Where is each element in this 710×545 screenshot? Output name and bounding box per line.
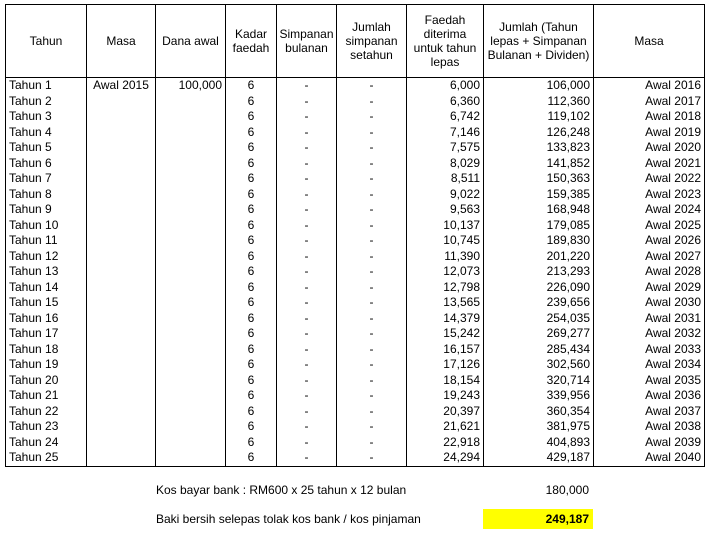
cell-masa [87,419,156,435]
cell-faedah-diterima: 12,798 [407,280,484,296]
cell-simpanan-bulanan: - [277,156,337,172]
cell-masa-akhir: Awal 2018 [594,109,705,125]
cell-faedah-diterima: 17,126 [407,357,484,373]
cell-jumlah-total: 150,363 [484,171,594,187]
cell-masa-akhir: Awal 2027 [594,249,705,265]
cell-kadar-faedah: 6 [226,94,277,110]
cell-faedah-diterima: 7,575 [407,140,484,156]
cell-jumlah-total: 159,385 [484,187,594,203]
cell-jumlah-total: 106,000 [484,78,594,94]
cell-jumlah-total: 269,277 [484,326,594,342]
cell-masa [87,264,156,280]
cell-masa: Awal 2015 [87,78,156,94]
cell-dana-awal [156,342,226,358]
cell-kadar-faedah: 6 [226,109,277,125]
cell-faedah-diterima: 15,242 [407,326,484,342]
cell-simpanan-bulanan: - [277,435,337,451]
cell-faedah-diterima: 6,742 [407,109,484,125]
cell-simpanan-bulanan: - [277,342,337,358]
cell-kadar-faedah: 6 [226,280,277,296]
cell-simpanan-bulanan: - [277,125,337,141]
cell-dana-awal [156,404,226,420]
cell-dana-awal [156,140,226,156]
cell-jumlah-simpanan: - [337,218,407,234]
cell-simpanan-bulanan: - [277,404,337,420]
cell-masa-akhir: Awal 2021 [594,156,705,172]
cell-dana-awal [156,326,226,342]
table-row [6,342,705,358]
cell-masa-akhir: Awal 2022 [594,171,705,187]
table-row [6,187,705,203]
cell-masa [87,218,156,234]
cell-tahun: Tahun 7 [6,171,87,187]
cell-jumlah-total: 226,090 [484,280,594,296]
cell-simpanan-bulanan: - [277,326,337,342]
cell-kadar-faedah: 6 [226,342,277,358]
table-row [6,249,705,265]
cell-jumlah-simpanan: - [337,94,407,110]
cell-tahun: Tahun 18 [6,342,87,358]
cell-masa-akhir: Awal 2036 [594,388,705,404]
cell-faedah-diterima: 8,029 [407,156,484,172]
cell-dana-awal [156,295,226,311]
cell-masa-akhir: Awal 2035 [594,373,705,389]
cell-jumlah-simpanan: - [337,326,407,342]
cell-jumlah-simpanan: - [337,404,407,420]
net-balance-label: Baki bersih selepas tolak kos bank / kos pinjaman [156,512,421,526]
cell-dana-awal [156,388,226,404]
cell-kadar-faedah: 6 [226,419,277,435]
cell-dana-awal [156,450,226,466]
cell-masa-akhir: Awal 2016 [594,78,705,94]
cell-tahun: Tahun 24 [6,435,87,451]
cell-dana-awal [156,311,226,327]
table-row [6,78,705,94]
cell-simpanan-bulanan: - [277,109,337,125]
cell-jumlah-simpanan: - [337,202,407,218]
cell-kadar-faedah: 6 [226,140,277,156]
cell-masa [87,249,156,265]
cell-faedah-diterima: 9,022 [407,187,484,203]
table-row [6,156,705,172]
cell-jumlah-simpanan: - [337,171,407,187]
cell-faedah-diterima: 6,000 [407,78,484,94]
table-row [6,125,705,141]
cell-masa-akhir: Awal 2024 [594,202,705,218]
cell-simpanan-bulanan: - [277,218,337,234]
cell-tahun: Tahun 16 [6,311,87,327]
cell-jumlah-total: 339,956 [484,388,594,404]
cell-faedah-diterima: 21,621 [407,419,484,435]
cell-jumlah-total: 168,948 [484,202,594,218]
cell-jumlah-total: 285,434 [484,342,594,358]
cell-jumlah-total: 201,220 [484,249,594,265]
cell-faedah-diterima: 12,073 [407,264,484,280]
bank-cost-value: 180,000 [545,483,589,497]
table-row [6,450,705,466]
cell-jumlah-total: 119,102 [484,109,594,125]
cell-simpanan-bulanan: - [277,419,337,435]
cell-masa [87,388,156,404]
cell-tahun: Tahun 15 [6,295,87,311]
table-row [6,218,705,234]
cell-kadar-faedah: 6 [226,78,277,94]
table-row [6,311,705,327]
cell-masa-akhir: Awal 2025 [594,218,705,234]
cell-simpanan-bulanan: - [277,171,337,187]
bank-cost-label: Kos bayar bank : RM600 x 25 tahun x 12 bulan [156,483,407,497]
cell-masa [87,326,156,342]
cell-masa-akhir: Awal 2032 [594,326,705,342]
cell-tahun: Tahun 8 [6,187,87,203]
cell-masa [87,125,156,141]
cell-jumlah-simpanan: - [337,264,407,280]
cell-jumlah-simpanan: - [337,419,407,435]
cell-dana-awal: 100,000 [156,78,226,94]
cell-jumlah-total: 302,560 [484,357,594,373]
cell-kadar-faedah: 6 [226,249,277,265]
cell-tahun: Tahun 17 [6,326,87,342]
table-row [6,109,705,125]
cell-masa [87,404,156,420]
cell-masa [87,187,156,203]
cell-jumlah-total: 112,360 [484,94,594,110]
cell-dana-awal [156,125,226,141]
cell-tahun: Tahun 19 [6,357,87,373]
cell-tahun: Tahun 11 [6,233,87,249]
cell-faedah-diterima: 10,137 [407,218,484,234]
cell-dana-awal [156,357,226,373]
cell-jumlah-total: 189,830 [484,233,594,249]
cell-masa-akhir: Awal 2019 [594,125,705,141]
table-row [6,404,705,420]
cell-simpanan-bulanan: - [277,311,337,327]
table-row [6,264,705,280]
cell-jumlah-simpanan: - [337,233,407,249]
cell-simpanan-bulanan: - [277,187,337,203]
cell-faedah-diterima: 16,157 [407,342,484,358]
cell-masa [87,435,156,451]
header-faedah-diterima: Faedah diterima untuk tahun lepas [407,5,484,78]
table-row [6,419,705,435]
savings-table [5,4,705,467]
cell-jumlah-total: 381,975 [484,419,594,435]
cell-jumlah-simpanan: - [337,109,407,125]
cell-dana-awal [156,218,226,234]
cell-dana-awal [156,156,226,172]
cell-dana-awal [156,109,226,125]
cell-simpanan-bulanan: - [277,357,337,373]
cell-tahun: Tahun 23 [6,419,87,435]
cell-jumlah-simpanan: - [337,140,407,156]
cell-masa-akhir: Awal 2033 [594,342,705,358]
cell-kadar-faedah: 6 [226,202,277,218]
cell-jumlah-total: 141,852 [484,156,594,172]
cell-kadar-faedah: 6 [226,218,277,234]
cell-tahun: Tahun 21 [6,388,87,404]
cell-masa [87,311,156,327]
table-row [6,140,705,156]
cell-jumlah-simpanan: - [337,388,407,404]
table-row [6,357,705,373]
cell-jumlah-total: 126,248 [484,125,594,141]
cell-simpanan-bulanan: - [277,140,337,156]
cell-simpanan-bulanan: - [277,249,337,265]
cell-tahun: Tahun 1 [6,78,87,94]
cell-kadar-faedah: 6 [226,404,277,420]
cell-jumlah-total: 179,085 [484,218,594,234]
cell-tahun: Tahun 9 [6,202,87,218]
cell-masa [87,280,156,296]
net-balance-value: 249,187 [545,512,589,526]
table-row [6,202,705,218]
cell-kadar-faedah: 6 [226,357,277,373]
cell-jumlah-simpanan: - [337,78,407,94]
cell-tahun: Tahun 13 [6,264,87,280]
cell-tahun: Tahun 5 [6,140,87,156]
header-masa: Masa [87,5,156,78]
header-jumlah-total: Jumlah (Tahun lepas + Simpanan Bulanan + Dividen) [484,5,594,78]
cell-masa-akhir: Awal 2037 [594,404,705,420]
cell-masa [87,109,156,125]
cell-jumlah-simpanan: - [337,342,407,358]
cell-jumlah-simpanan: - [337,249,407,265]
cell-kadar-faedah: 6 [226,187,277,203]
cell-masa-akhir: Awal 2017 [594,94,705,110]
cell-tahun: Tahun 22 [6,404,87,420]
header-jumlah-simpanan: Jumlah simpanan setahun [337,5,407,78]
cell-masa-akhir: Awal 2029 [594,280,705,296]
cell-masa [87,342,156,358]
cell-faedah-diterima: 8,511 [407,171,484,187]
header-dana-awal: Dana awal [156,5,226,78]
table-row [6,295,705,311]
cell-simpanan-bulanan: - [277,233,337,249]
cell-masa-akhir: Awal 2031 [594,311,705,327]
cell-tahun: Tahun 10 [6,218,87,234]
cell-masa [87,171,156,187]
cell-faedah-diterima: 9,563 [407,202,484,218]
cell-dana-awal [156,419,226,435]
header-row [6,5,705,78]
cell-jumlah-simpanan: - [337,295,407,311]
cell-masa [87,202,156,218]
cell-masa [87,373,156,389]
table-body [6,78,705,467]
cell-faedah-diterima: 10,745 [407,233,484,249]
cell-faedah-diterima: 24,294 [407,450,484,466]
cell-jumlah-simpanan: - [337,187,407,203]
cell-masa [87,156,156,172]
cell-tahun: Tahun 6 [6,156,87,172]
cell-kadar-faedah: 6 [226,156,277,172]
cell-faedah-diterima: 18,154 [407,373,484,389]
cell-masa-akhir: Awal 2040 [594,450,705,466]
cell-jumlah-simpanan: - [337,156,407,172]
cell-jumlah-total: 320,714 [484,373,594,389]
cell-jumlah-total: 254,035 [484,311,594,327]
cell-tahun: Tahun 4 [6,125,87,141]
cell-jumlah-total: 213,293 [484,264,594,280]
table-row [6,233,705,249]
cell-masa [87,94,156,110]
cell-jumlah-total: 360,354 [484,404,594,420]
cell-faedah-diterima: 22,918 [407,435,484,451]
cell-dana-awal [156,249,226,265]
cell-simpanan-bulanan: - [277,373,337,389]
cell-kadar-faedah: 6 [226,171,277,187]
cell-faedah-diterima: 6,360 [407,94,484,110]
header-tahun: Tahun [6,5,87,78]
cell-masa-akhir: Awal 2020 [594,140,705,156]
cell-masa [87,233,156,249]
cell-kadar-faedah: 6 [226,311,277,327]
cell-dana-awal [156,373,226,389]
cell-tahun: Tahun 2 [6,94,87,110]
cell-jumlah-simpanan: - [337,311,407,327]
cell-dana-awal [156,233,226,249]
cell-simpanan-bulanan: - [277,388,337,404]
cell-dana-awal [156,187,226,203]
cell-jumlah-total: 404,893 [484,435,594,451]
cell-faedah-diterima: 14,379 [407,311,484,327]
cell-kadar-faedah: 6 [226,264,277,280]
cell-jumlah-simpanan: - [337,280,407,296]
cell-kadar-faedah: 6 [226,450,277,466]
cell-faedah-diterima: 19,243 [407,388,484,404]
cell-faedah-diterima: 7,146 [407,125,484,141]
cell-kadar-faedah: 6 [226,125,277,141]
cell-masa-akhir: Awal 2028 [594,264,705,280]
table-row [6,94,705,110]
cell-tahun: Tahun 14 [6,280,87,296]
cell-jumlah-total: 133,823 [484,140,594,156]
cell-masa-akhir: Awal 2026 [594,233,705,249]
cell-simpanan-bulanan: - [277,264,337,280]
header-simpanan-bulanan: Simpanan bulanan [277,5,337,78]
cell-masa [87,357,156,373]
cell-simpanan-bulanan: - [277,94,337,110]
cell-faedah-diterima: 13,565 [407,295,484,311]
cell-jumlah-simpanan: - [337,357,407,373]
cell-dana-awal [156,280,226,296]
cell-kadar-faedah: 6 [226,373,277,389]
table-row [6,171,705,187]
cell-dana-awal [156,264,226,280]
header-masa-akhir: Masa [594,5,705,78]
cell-simpanan-bulanan: - [277,202,337,218]
cell-jumlah-total: 239,656 [484,295,594,311]
cell-masa-akhir: Awal 2034 [594,357,705,373]
table-row [6,388,705,404]
cell-kadar-faedah: 6 [226,295,277,311]
table-row [6,280,705,296]
cell-masa-akhir: Awal 2023 [594,187,705,203]
cell-kadar-faedah: 6 [226,435,277,451]
table-row [6,435,705,451]
cell-kadar-faedah: 6 [226,233,277,249]
cell-dana-awal [156,202,226,218]
cell-masa [87,140,156,156]
table-row [6,373,705,389]
cell-kadar-faedah: 6 [226,326,277,342]
cell-masa-akhir: Awal 2038 [594,419,705,435]
cell-jumlah-total: 429,187 [484,450,594,466]
cell-jumlah-simpanan: - [337,450,407,466]
cell-simpanan-bulanan: - [277,280,337,296]
cell-jumlah-simpanan: - [337,373,407,389]
cell-simpanan-bulanan: - [277,450,337,466]
cell-dana-awal [156,435,226,451]
cell-simpanan-bulanan: - [277,295,337,311]
cell-jumlah-simpanan: - [337,125,407,141]
savings-table-sheet [5,4,704,467]
table-row [6,326,705,342]
cell-masa-akhir: Awal 2039 [594,435,705,451]
cell-masa [87,295,156,311]
cell-dana-awal [156,171,226,187]
cell-tahun: Tahun 25 [6,450,87,466]
cell-tahun: Tahun 12 [6,249,87,265]
cell-tahun: Tahun 3 [6,109,87,125]
cell-dana-awal [156,94,226,110]
cell-simpanan-bulanan: - [277,78,337,94]
cell-masa-akhir: Awal 2030 [594,295,705,311]
cell-faedah-diterima: 20,397 [407,404,484,420]
cell-tahun: Tahun 20 [6,373,87,389]
header-kadar-faedah: Kadar faedah [226,5,277,78]
cell-faedah-diterima: 11,390 [407,249,484,265]
cell-jumlah-simpanan: - [337,435,407,451]
cell-kadar-faedah: 6 [226,388,277,404]
cell-masa [87,450,156,466]
